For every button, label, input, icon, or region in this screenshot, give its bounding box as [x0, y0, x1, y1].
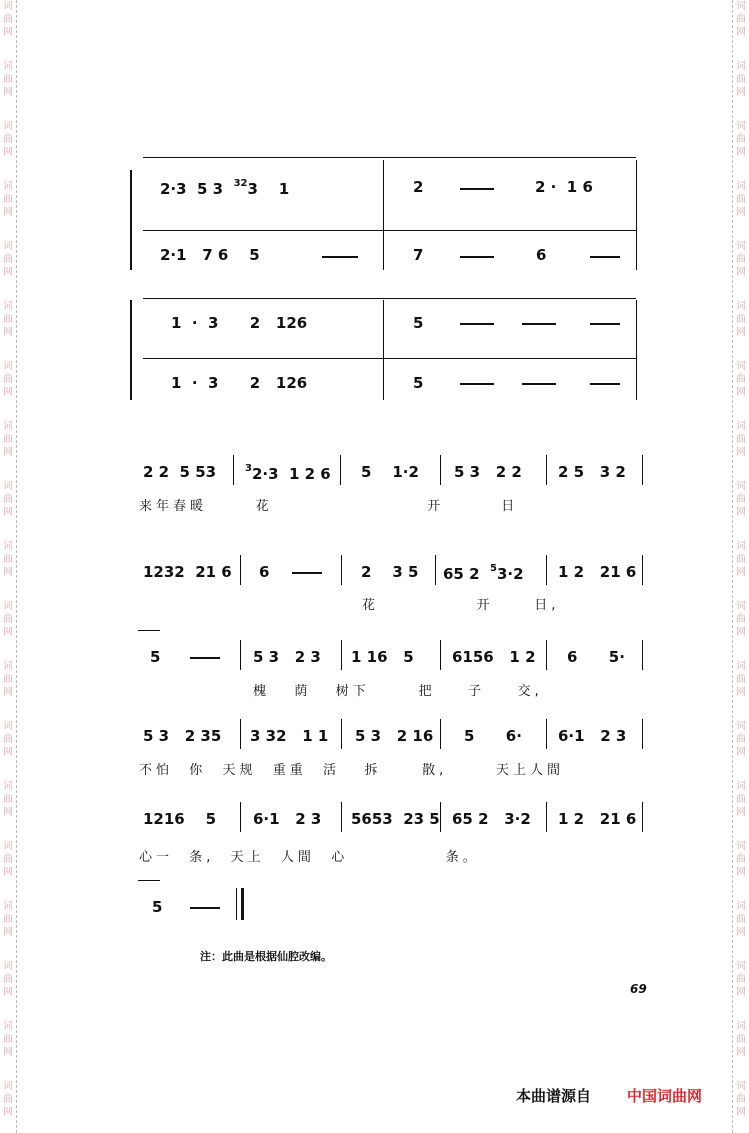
barline — [440, 640, 441, 670]
barline — [546, 555, 547, 585]
notes-row-a5: 2 5 3 2 — [558, 463, 626, 481]
notes-row-d5: 6·1 2 3 — [558, 727, 627, 745]
dash — [460, 383, 494, 385]
lyrics-row-a: 来年春暖 花 开 日 — [139, 499, 519, 514]
barline — [240, 719, 241, 749]
dash — [522, 323, 556, 325]
dash — [460, 256, 494, 258]
watermark-text: 词 曲 网 — [736, 121, 746, 158]
notes-row-d4: 5 6· — [464, 727, 522, 745]
notes-row-1a: 2·3 5 3 $^{32}$3 1 — [160, 178, 290, 198]
watermark-text: 词 曲 网 — [3, 121, 13, 158]
watermark-text: 词 曲 网 — [3, 841, 13, 878]
dash — [190, 657, 220, 659]
dash — [590, 256, 620, 258]
watermark-text: 词 曲 网 — [3, 61, 13, 98]
barline — [642, 802, 643, 832]
barline — [240, 640, 241, 670]
notes-row-d3: 5 3 2 16 — [355, 727, 434, 745]
notes-row-b2: 6 — [259, 563, 270, 581]
watermark-text: 词 曲 网 — [736, 781, 746, 818]
dash — [590, 383, 620, 385]
barline — [546, 719, 547, 749]
barline — [383, 160, 384, 270]
barline — [636, 160, 637, 270]
watermark-text: 词 曲 网 — [3, 721, 13, 758]
notes-row-2b: 7 — [413, 246, 424, 264]
barline — [233, 455, 234, 485]
watermark-text: 词 曲 网 — [3, 301, 13, 338]
watermark-text: 词 曲 网 — [3, 1, 13, 38]
watermark-text: 词 曲 网 — [736, 721, 746, 758]
dash — [460, 188, 494, 190]
watermark-text: 词 曲 网 — [3, 961, 13, 998]
watermark-text: 词 曲 网 — [3, 781, 13, 818]
watermark-text: 词 曲 网 — [3, 361, 13, 398]
final-barline-thick — [241, 888, 244, 920]
barline — [341, 640, 342, 670]
barline — [642, 640, 643, 670]
barline — [440, 719, 441, 749]
barline — [636, 300, 637, 400]
system-top-rule — [143, 157, 636, 158]
watermark-text: 词 曲 网 — [736, 301, 746, 338]
watermark-text: 词 曲 网 — [3, 601, 13, 638]
notes-row-b1: 1232 21 6 — [143, 563, 232, 581]
watermark-text: 词 曲 网 — [736, 1081, 746, 1118]
barline — [440, 802, 441, 832]
dash — [522, 383, 556, 385]
source-label: 本曲谱源自 — [516, 1087, 592, 1105]
dash — [292, 572, 322, 574]
notes-row-4b: 5 — [413, 374, 424, 392]
notes-row-c3: 1 16 5 — [351, 648, 414, 666]
watermark-text: 词 曲 网 — [736, 181, 746, 218]
barline — [340, 455, 341, 485]
notes-row-d2: 3 32 1 1 — [250, 727, 329, 745]
notes-row-a1: 2 2 5 53 — [143, 463, 217, 481]
notes-row-b3: 2 3 5 — [361, 563, 419, 581]
notes-row-3a: 1 · 3 2 126 — [171, 314, 308, 332]
notes-row-e2: 6·1 2 3 — [253, 810, 322, 828]
watermark-text: 词 曲 网 — [3, 541, 13, 578]
watermark-text: 词 曲 网 — [736, 1021, 746, 1058]
system-brace-1 — [130, 170, 132, 270]
barline — [240, 555, 241, 585]
notes-row-c4: 6156 1 2 — [452, 648, 536, 666]
notes-row-c5: 6 5· — [567, 648, 625, 666]
notes-row-d1: 5 3 2 35 — [143, 727, 222, 745]
watermark-text: 词 曲 网 — [3, 241, 13, 278]
barline — [440, 455, 441, 485]
footnote: 注：此曲是根据仙腔改编。 — [200, 950, 332, 963]
watermark-text: 词 曲 网 — [3, 421, 13, 458]
notes-row-e1: 1216 5 — [143, 810, 217, 828]
barline — [642, 455, 643, 485]
system-brace-2 — [130, 300, 132, 400]
notes-row-e3: 5653 23 5 — [351, 810, 440, 828]
notes-row-1c: 2 · 1 6 — [535, 178, 593, 196]
notes-row-2a: 2·1 7 6 5 — [160, 246, 260, 264]
watermark-text: 词 曲 网 — [736, 841, 746, 878]
staff-divider — [143, 298, 636, 299]
page-number: 69 — [630, 982, 647, 996]
final-barline-thin — [236, 888, 237, 920]
barline — [341, 555, 342, 585]
barline — [642, 719, 643, 749]
dash — [460, 323, 494, 325]
watermark-text: 词 曲 网 — [736, 361, 746, 398]
barline — [546, 455, 547, 485]
watermark-text: 词 曲 网 — [3, 481, 13, 518]
watermark-text: 词 曲 网 — [736, 601, 746, 638]
watermark-text: 词 曲 网 — [3, 1021, 13, 1058]
watermark-text: 词 曲 网 — [3, 181, 13, 218]
barline — [546, 640, 547, 670]
watermark-text: 词 曲 网 — [736, 241, 746, 278]
lyrics-row-c: 槐 荫 树下 把 子 交, — [253, 684, 543, 699]
notes-row-2c: 6 — [536, 246, 547, 264]
watermark-text: 词 曲 网 — [736, 1, 746, 38]
notes-row-a3: 5 1·2 — [361, 463, 419, 481]
barline — [341, 802, 342, 832]
watermark-text: 词 曲 网 — [736, 541, 746, 578]
notes-row-1b: 2 — [413, 178, 424, 196]
notes-row-e5: 1 2 21 6 — [558, 810, 637, 828]
notes-row-c2: 5 3 2 3 — [253, 648, 321, 666]
notes-row-c1: 5 — [150, 648, 161, 666]
notes-row-3b: 5 — [413, 314, 424, 332]
lyrics-row-e: 心一 条, 天上 人間 心 条。 — [139, 850, 480, 865]
watermark-text: 词 曲 网 — [3, 1081, 13, 1118]
dash — [590, 323, 620, 325]
staff-divider — [143, 358, 636, 359]
barline — [546, 802, 547, 832]
dash — [322, 256, 358, 258]
lyrics-row-b: 花 开 日, — [362, 598, 560, 613]
barline — [642, 555, 643, 585]
watermark-text: 词 曲 网 — [736, 421, 746, 458]
watermark-text: 词 曲 网 — [3, 661, 13, 698]
dash — [190, 907, 220, 909]
notes-row-a4: 5 3 2 2 — [454, 463, 522, 481]
notes-row-e4: 65 2 3·2 — [452, 810, 531, 828]
barline — [240, 802, 241, 832]
notes-row-a2: $^3$2·3 1 2 6 — [245, 463, 331, 483]
watermark-text: 词 曲 网 — [736, 661, 746, 698]
lyrics-row-d: 不怕 你 天规 重重 活 拆 散, 天上人間 — [139, 763, 565, 778]
tie-start — [138, 880, 160, 881]
staff-divider — [143, 230, 636, 231]
barline — [435, 555, 436, 585]
notes-row-4a: 1 · 3 2 126 — [171, 374, 308, 392]
notes-row-f1: 5 — [152, 898, 163, 916]
notes-row-b5: 1 2 21 6 — [558, 563, 637, 581]
watermark-text: 词 曲 网 — [3, 901, 13, 938]
watermark-text: 词 曲 网 — [736, 901, 746, 938]
watermark-text: 词 曲 网 — [736, 61, 746, 98]
tie-start — [138, 630, 160, 631]
watermark-text: 词 曲 网 — [736, 481, 746, 518]
source-site-link[interactable]: 中国词曲网 — [627, 1087, 703, 1105]
notes-row-b4: 65 2 $^5$3·2 — [443, 563, 524, 583]
barline — [383, 300, 384, 400]
barline — [341, 719, 342, 749]
watermark-text: 词 曲 网 — [736, 961, 746, 998]
